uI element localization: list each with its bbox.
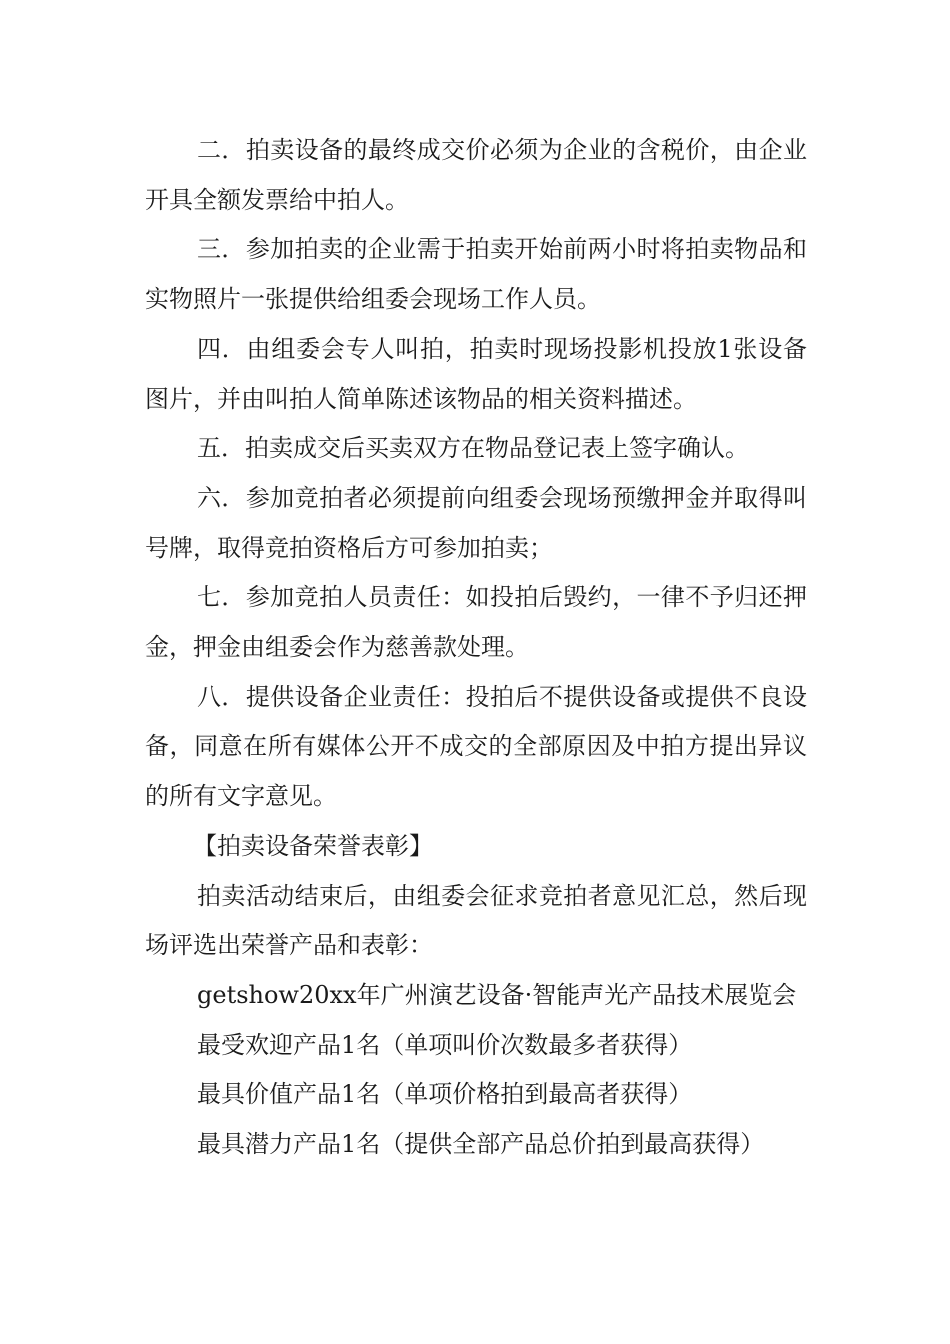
paragraph-rule-8: 八．提供设备企业责任：投拍后不提供设备或提供不良设备，同意在所有媒体公开不成交的全部原因及中拍方提出异议的所有文字意见。 <box>145 682 807 811</box>
paragraph-exhibition-name: getshow20xx年广州演艺设备·智能声光产品技术展览会 <box>197 980 797 1009</box>
section-heading-honors: 【拍卖设备荣誉表彰】 <box>193 831 433 860</box>
award-most-potential: 最具潜力产品1名（提供全部产品总价拍到最高获得） <box>197 1130 765 1159</box>
award-most-popular: 最受欢迎产品1名（单项叫价次数最多者获得） <box>197 1030 693 1059</box>
paragraph-honors-intro: 拍卖活动结束后，由组委会征求竞拍者意见汇总，然后现场评选出荣誉产品和表彰： <box>145 881 807 960</box>
paragraph-rule-5: 五．拍卖成交后买卖双方在物品登记表上签字确认。 <box>197 434 749 463</box>
document-body <box>145 126 807 1170</box>
paragraph-rule-6: 六．参加竞拍者必须提前向组委会现场预缴押金并取得叫号牌，取得竞拍资格后方可参加拍卖； <box>145 483 807 562</box>
paragraph-rule-7: 七．参加竞拍人员责任：如投拍后毁约，一律不予归还押金，押金由组委会作为慈善款处理。 <box>145 583 807 662</box>
paragraph-rule-4: 四．由组委会专人叫拍，拍卖时现场投影机投放1张设备图片，并由叫拍人简单陈述该物品的相关资料描述。 <box>145 334 807 413</box>
award-most-valuable: 最具价值产品1名（单项价格拍到最高者获得） <box>197 1080 693 1109</box>
paragraph-rule-3: 三．参加拍卖的企业需于拍卖开始前两小时将拍卖物品和实物照片一张提供给组委会现场工作人员。 <box>145 235 807 314</box>
paragraph-rule-2: 二．拍卖设备的最终成交价必须为企业的含税价，由企业开具全额发票给中拍人。 <box>145 136 807 214</box>
